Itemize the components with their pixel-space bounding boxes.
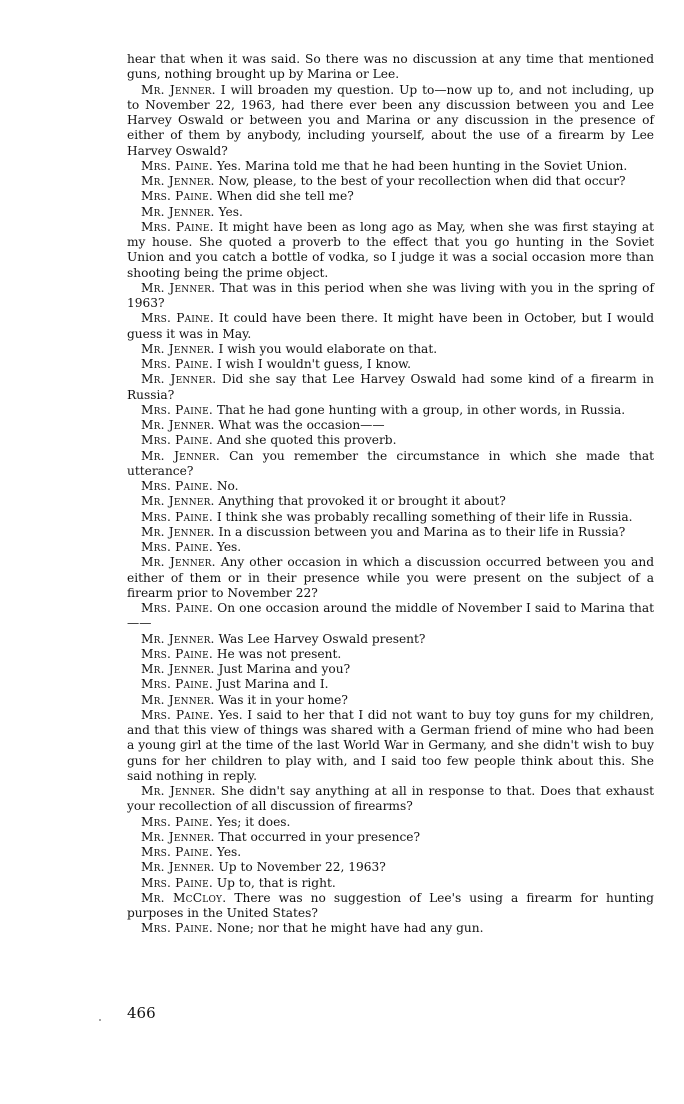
speaker-name: Mr. Jenner. — [141, 860, 215, 875]
speech-text: None; nor that he might have had any gun. — [216, 921, 484, 936]
speech-text: Was it in your home? — [218, 692, 348, 707]
speaker-name: Mrs. Paine. — [141, 540, 213, 554]
transcript-paragraph — [127, 159, 654, 174]
speech-text: Any other occasion in which a discussion occurred between you and either of them or in their presence while you were present on the subject of a firearm prior to November 22? — [127, 555, 654, 600]
transcript-paragraph — [127, 418, 654, 433]
speaker-name: Mrs. Paine. — [141, 845, 213, 859]
transcript-paragraph — [127, 845, 654, 860]
transcript-paragraph — [127, 677, 654, 692]
speaker-name: Mr. Jenner. — [141, 174, 215, 188]
speech-text: What was the occasion—— — [218, 418, 385, 432]
speaker-name: Mr. Jenner. — [141, 494, 215, 509]
speech-text: hear that when it was said. So there was no discussion at any time that mentioned guns, nothing brought up by Marina or Lee. — [127, 52, 654, 82]
speech-text: Yes. — [216, 540, 242, 554]
speaker-name: Mr. Jenner. — [141, 418, 215, 432]
speaker-name: Mr. Jenner. — [141, 448, 220, 463]
speaker-name: Mrs. Paine. — [141, 646, 213, 661]
transcript-paragraph — [127, 693, 654, 708]
speaker-name: Mrs. Paine. — [141, 158, 213, 173]
speaker-name: Mrs. Paine. — [141, 677, 213, 692]
speech-text: It could have been there. It might have been in October, but I would guess it was in May. — [127, 311, 654, 341]
transcript-paragraph — [127, 540, 654, 555]
speech-text: Up to November 22, 1963? — [218, 860, 386, 875]
speaker-name: Mrs. Paine. — [141, 189, 213, 204]
speaker-name: Mr. Jenner. — [141, 631, 215, 646]
speech-text: Now, please, to the best of your recollection when did that occur? — [218, 174, 626, 188]
transcript-paragraph — [127, 281, 654, 312]
speech-text: Yes. I said to her that I did not want to buy toy guns for my children, and that this view of things was shared with a German friend of mine who had been a young girl at the time of the last World War in Germany, and she didn't wish to buy guns for her children to play with, and I said too few people think about this. She said nothing in reply. — [127, 707, 654, 783]
transcript-paragraph — [127, 647, 654, 662]
speaker-name: Mrs. Paine. — [141, 219, 214, 234]
speaker-name: Mr. Jenner. — [141, 280, 216, 295]
speaker-name: Mr. Jenner. — [141, 372, 217, 387]
speech-text: Yes. Marina told me that he had been hunting in the Soviet Union. — [216, 158, 628, 173]
transcript-paragraph — [127, 433, 654, 448]
speaker-name: Mrs. Paine. — [141, 814, 213, 829]
transcript-paragraph — [127, 83, 654, 159]
transcript-paragraph — [127, 830, 654, 845]
speech-text: No. — [216, 479, 239, 493]
transcript-paragraph — [127, 921, 654, 936]
speaker-name: Mr. Jenner. — [141, 204, 215, 219]
speaker-name: Mr. McCloy. — [141, 890, 227, 905]
transcript-paragraph — [127, 372, 654, 403]
speaker-name: Mrs. Paine. — [141, 402, 213, 417]
transcript-paragraph — [127, 555, 654, 601]
speech-text: Can you remember the circumstance in which she made that utterance? — [127, 448, 654, 478]
speech-text: In a discussion between you and Marina as to their life in Russia? — [218, 524, 626, 539]
speech-text: Just Marina and I. — [216, 677, 329, 692]
speaker-name: Mrs. Paine. — [141, 357, 213, 371]
speech-text: Just Marina and you? — [218, 662, 351, 676]
transcript-paragraph — [127, 601, 654, 632]
speech-text: That was in this period when she was living with you in the spring of 1963? — [127, 280, 654, 310]
speech-text: There was no suggestion of Lee's using a firearm for hunting purposes in the United States? — [127, 890, 654, 920]
speech-text: Did she say that Lee Harvey Oswald had some kind of a firearm in Russia? — [127, 372, 654, 402]
transcript-paragraph — [127, 311, 654, 342]
transcript-paragraph — [127, 52, 654, 83]
transcript-paragraph — [127, 708, 654, 784]
speech-text: When did she tell me? — [216, 189, 354, 204]
speaker-name: Mr. Jenner. — [141, 662, 215, 676]
speech-text: Was Lee Harvey Oswald present? — [218, 631, 426, 646]
transcript-paragraph — [127, 342, 654, 357]
speech-text: I wish I wouldn't guess, I know. — [216, 357, 412, 371]
speech-text: On one occasion around the middle of November I said to Marina that—— — [127, 601, 654, 631]
transcript-paragraph — [127, 784, 654, 815]
speaker-name: Mr. Jenner. — [141, 692, 215, 707]
transcript-body — [127, 52, 654, 937]
transcript-paragraph — [127, 403, 654, 418]
speech-text: I think she was probably recalling something of their life in Russia. — [216, 509, 633, 524]
transcript-paragraph — [127, 449, 654, 480]
transcript-paragraph — [127, 220, 654, 281]
speech-text: Anything that provoked it or brought it about? — [218, 494, 506, 509]
speech-text: That he had gone hunting with a group, in other words, in Russia. — [216, 402, 626, 417]
page-number: 466 — [127, 1004, 156, 1022]
speaker-name: Mrs. Paine. — [141, 479, 213, 493]
speaker-name: Mr. Jenner. — [141, 82, 216, 97]
speaker-name: Mr. Jenner. — [141, 829, 215, 844]
transcript-paragraph — [127, 494, 654, 509]
speaker-name: Mrs. Paine. — [141, 433, 213, 448]
speech-text: I wish you would elaborate on that. — [218, 341, 438, 356]
transcript-paragraph — [127, 632, 654, 647]
transcript-paragraph — [127, 891, 654, 922]
speaker-name: Mrs. Paine. — [141, 311, 214, 326]
transcript-paragraph — [127, 860, 654, 875]
speech-text: That occurred in your presence? — [218, 829, 421, 844]
transcript-paragraph — [127, 876, 654, 891]
speech-text: He was not present. — [216, 646, 342, 661]
speaker-name: Mrs. Paine. — [141, 509, 213, 524]
speaker-name: Mrs. Paine. — [141, 601, 214, 615]
speech-text: Yes; it does. — [216, 814, 291, 829]
transcript-paragraph — [127, 525, 654, 540]
speaker-name: Mr. Jenner. — [141, 555, 216, 570]
speech-text: And she quoted this proverb. — [216, 433, 397, 448]
transcript-paragraph — [127, 479, 654, 494]
speech-text: Yes. — [216, 845, 242, 859]
speech-text: I will broaden my question. Up to—now up to, and not including, up to November 22, 1963, had there ever been any discussion between you and Lee Harvey Oswald or between you and Marina or any discussion in the presence of either of them by anybody, including yourself, about the use of a firearm by Lee Harvey Oswald? — [127, 82, 654, 158]
transcript-paragraph — [127, 510, 654, 525]
speaker-name: Mrs. Paine. — [141, 921, 213, 936]
speech-text: It might have been as long ago as May, when she was first staying at my house. She quoted a proverb to the effect that you go hunting in the Soviet Union and you catch a bottle of vodka, so I judge it was a social occasion more than shooting being the prime object. — [127, 219, 654, 280]
transcript-paragraph — [127, 815, 654, 830]
speaker-name: Mr. Jenner. — [141, 784, 216, 798]
transcript-paragraph — [127, 205, 654, 220]
speaker-name: Mrs. Paine. — [141, 875, 213, 890]
speaker-name: Mr. Jenner. — [141, 341, 215, 356]
speech-text: Up to, that is right. — [216, 875, 336, 890]
speech-text: Yes. — [218, 204, 243, 219]
transcript-paragraph — [127, 662, 654, 677]
transcript-paragraph — [127, 174, 654, 189]
transcript-paragraph — [127, 357, 654, 372]
speaker-name: Mrs. Paine. — [141, 707, 214, 722]
speaker-name: Mr. Jenner. — [141, 524, 215, 539]
speech-text: She didn't say anything at all in response to that. Does that exhaust your recollection of all discussion of firearms? — [127, 784, 654, 814]
transcript-paragraph — [127, 189, 654, 204]
scan-speck — [99, 1019, 101, 1021]
